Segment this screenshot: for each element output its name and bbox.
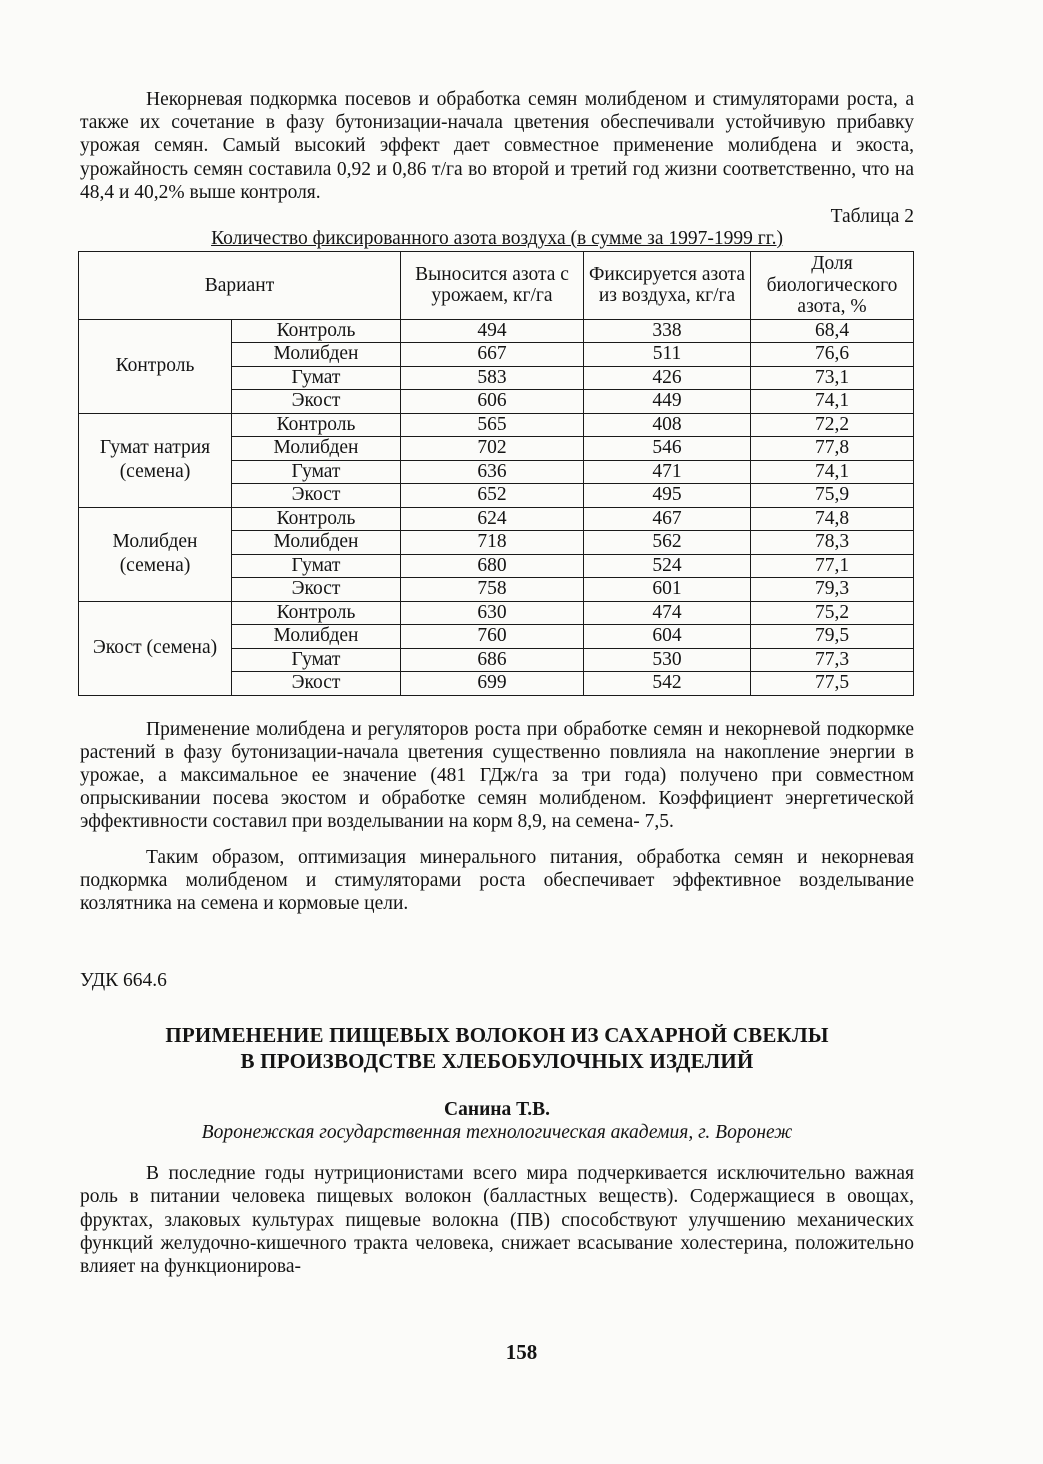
fixation-cell: 426 bbox=[584, 366, 751, 390]
paragraph-1: Некорневая подкормка посевов и обработка семян молибденом и стимуляторами роста, а также их сочетание в фазу бутонизации-начала цветения обеспечивали устойчивую прибавку урожая семян. Самый высокий эффект дает совместное применение молибдена и экоста, урожайность семян составила 0,92 и 0,86 т/га во второй и третий год жизни соответственно, что на 48,4 и 40,2% выше контроля. bbox=[80, 89, 914, 203]
share-cell: 72,2 bbox=[751, 413, 914, 437]
variant-cell: Молибден bbox=[232, 625, 401, 649]
variant-cell: Гумат bbox=[232, 460, 401, 484]
fixation-cell: 604 bbox=[584, 625, 751, 649]
group-label: Гумат натрия (семена) bbox=[79, 413, 232, 507]
variant-cell: Молибден bbox=[232, 531, 401, 555]
variant-cell: Гумат bbox=[232, 554, 401, 578]
share-cell: 79,3 bbox=[751, 578, 914, 602]
table-caption: Количество фиксированного азота воздуха (в сумме за 1997-1999 гг.) bbox=[211, 228, 783, 250]
variant-cell: Молибден bbox=[232, 437, 401, 461]
fixation-cell: 511 bbox=[584, 343, 751, 367]
removal-cell: 583 bbox=[401, 366, 584, 390]
table-row bbox=[79, 601, 914, 625]
removal-cell: 636 bbox=[401, 460, 584, 484]
group-label: Контроль bbox=[79, 319, 232, 413]
share-cell: 79,5 bbox=[751, 625, 914, 649]
nitrogen-table bbox=[78, 251, 914, 696]
share-cell: 77,3 bbox=[751, 648, 914, 672]
removal-cell: 702 bbox=[401, 437, 584, 461]
share-cell: 76,6 bbox=[751, 343, 914, 367]
fixation-cell: 546 bbox=[584, 437, 751, 461]
group-label: Экост (семена) bbox=[79, 601, 232, 695]
removal-cell: 624 bbox=[401, 507, 584, 531]
table-row bbox=[79, 507, 914, 531]
title-line-1: ПРИМЕНЕНИЕ ПИЩЕВЫХ ВОЛОКОН ИЗ САХАРНОЙ СВЕКЛЫ bbox=[165, 1023, 829, 1048]
removal-cell: 565 bbox=[401, 413, 584, 437]
removal-cell: 667 bbox=[401, 343, 584, 367]
variant-cell: Контроль bbox=[232, 413, 401, 437]
share-cell: 74,1 bbox=[751, 460, 914, 484]
share-cell: 74,1 bbox=[751, 390, 914, 414]
removal-cell: 686 bbox=[401, 648, 584, 672]
table-number: Таблица 2 bbox=[830, 206, 914, 228]
affiliation: Воронежская государственная технологическая академия, г. Воронеж bbox=[201, 1122, 793, 1144]
removal-cell: 718 bbox=[401, 531, 584, 555]
fixation-cell: 542 bbox=[584, 672, 751, 696]
fixation-cell: 495 bbox=[584, 484, 751, 508]
title-line-2: В ПРОИЗВОДСТВЕ ХЛЕБОБУЛОЧНЫХ ИЗДЕЛИЙ bbox=[240, 1049, 754, 1074]
fixation-cell: 530 bbox=[584, 648, 751, 672]
document-page bbox=[80, 88, 914, 1278]
variant-cell: Молибден bbox=[232, 343, 401, 367]
group-label: Молибден (семена) bbox=[79, 507, 232, 601]
variant-cell: Гумат bbox=[232, 648, 401, 672]
variant-cell: Контроль bbox=[232, 507, 401, 531]
variant-cell: Контроль bbox=[232, 319, 401, 343]
removal-cell: 699 bbox=[401, 672, 584, 696]
removal-cell: 652 bbox=[401, 484, 584, 508]
share-cell: 75,9 bbox=[751, 484, 914, 508]
header-variant: Вариант bbox=[79, 252, 401, 320]
author: Санина Т.В. bbox=[444, 1099, 550, 1121]
share-cell: 74,8 bbox=[751, 507, 914, 531]
removal-cell: 494 bbox=[401, 319, 584, 343]
share-cell: 68,4 bbox=[751, 319, 914, 343]
fixation-cell: 338 bbox=[584, 319, 751, 343]
share-cell: 77,1 bbox=[751, 554, 914, 578]
fixation-cell: 562 bbox=[584, 531, 751, 555]
removal-cell: 630 bbox=[401, 601, 584, 625]
header-removal: Выносится азота с урожаем, кг/га bbox=[401, 252, 584, 320]
variant-cell: Экост bbox=[232, 578, 401, 602]
fixation-cell: 601 bbox=[584, 578, 751, 602]
paragraph-2: Применение молибдена и регуляторов роста при обработке семян и некорневой подкормке растений в фазу бутонизации-начала цветения существенно повлияла на накопление энергии в урожае, а максимальное ее значение (481 ГДж/га за три года) получено при совместном опрыскивании посева экостом и обработке семян молибденом. Коэффициент энергетической эффективности составил при возделывании на корм 8,9, на семена- 7,5. bbox=[80, 718, 914, 833]
fixation-cell: 471 bbox=[584, 460, 751, 484]
page-number: 158 bbox=[505, 1340, 538, 1364]
table-row bbox=[79, 413, 914, 437]
paragraph-3: Таким образом, оптимизация минерального питания, обработка семян и некорневая подкормка молибденом и стимуляторами роста обеспечивает эффективное возделывание козлятника на семена и кормовые цели. bbox=[80, 846, 914, 914]
share-cell: 77,5 bbox=[751, 672, 914, 696]
header-bio-share: Доля биологического азота, % bbox=[751, 252, 914, 320]
variant-cell: Экост bbox=[232, 484, 401, 508]
removal-cell: 606 bbox=[401, 390, 584, 414]
variant-cell: Контроль bbox=[232, 601, 401, 625]
share-cell: 77,8 bbox=[751, 437, 914, 461]
fixation-cell: 474 bbox=[584, 601, 751, 625]
fixation-cell: 524 bbox=[584, 554, 751, 578]
variant-cell: Экост bbox=[232, 672, 401, 696]
removal-cell: 758 bbox=[401, 578, 584, 602]
table-header-row bbox=[79, 252, 914, 320]
share-cell: 73,1 bbox=[751, 366, 914, 390]
paragraph-4: В последние годы нутриционистами всего мира подчеркивается исключительно важная роль в питании человека пищевых волокон (балластных веществ). Содержащиеся в овощах, фруктах, злаковых культурах пищевые волокна (ПВ) способствуют улучшению механических функций желудочно-кишечного тракта человека, снижает всасывание холестерина, положительно влияет на функционирова- bbox=[80, 1163, 914, 1277]
table-row bbox=[79, 319, 914, 343]
fixation-cell: 467 bbox=[584, 507, 751, 531]
share-cell: 75,2 bbox=[751, 601, 914, 625]
fixation-cell: 408 bbox=[584, 413, 751, 437]
udk-code: УДК 664.6 bbox=[80, 970, 167, 992]
article-title bbox=[80, 1022, 914, 1074]
variant-cell: Гумат bbox=[232, 366, 401, 390]
share-cell: 78,3 bbox=[751, 531, 914, 555]
variant-cell: Экост bbox=[232, 390, 401, 414]
removal-cell: 760 bbox=[401, 625, 584, 649]
table-body bbox=[79, 319, 914, 695]
fixation-cell: 449 bbox=[584, 390, 751, 414]
removal-cell: 680 bbox=[401, 554, 584, 578]
header-fixation: Фиксируется азота из воздуха, кг/га bbox=[584, 252, 751, 320]
